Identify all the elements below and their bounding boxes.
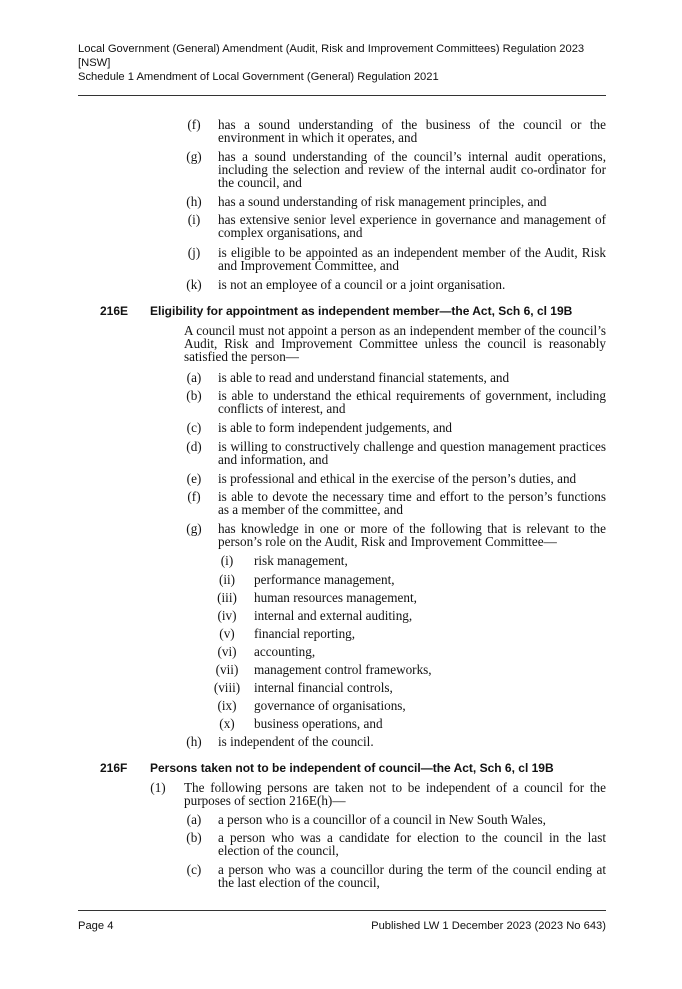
subitem-label: (iii) — [217, 590, 237, 605]
footer-divider — [78, 910, 606, 911]
header-schedule: Schedule 1 Amendment of Local Government (General) Regulation 2021 — [78, 71, 439, 83]
item-label: (f) — [187, 489, 201, 504]
item-text: a person who was a candidate for election to the council in the last election of the council, — [218, 830, 606, 859]
header-title: Local Government (General) Amendment (Audit, Risk and Improvement Committees) Regulation 2023 — [78, 43, 585, 55]
item-text: a person who was a councillor during the term of the council ending at the last election of the council, — [218, 862, 606, 891]
publication-info: Published LW 1 December 2023 (2023 No 643) — [371, 920, 606, 932]
subitem-text: business operations, and — [254, 716, 383, 731]
subitem-text: human resources management, — [254, 590, 417, 605]
item-label: (f) — [187, 117, 201, 132]
item-label: (d) — [186, 439, 202, 454]
subsection-label: (1) — [150, 780, 166, 795]
item-text: is eligible to be appointed as an independent member of the Audit, Risk and Improvement Committee, and — [218, 245, 606, 274]
item-text: has a sound understanding of the council’s internal audit operations, including the selection and review of the internal audit co-ordinator for the council, and — [218, 149, 606, 191]
item-text: is not an employee of a council or a joint organisation. — [218, 277, 506, 292]
subitem-text: financial reporting, — [254, 626, 356, 641]
subitem-label: (iv) — [217, 608, 237, 623]
subitem-text: risk management, — [254, 553, 348, 568]
item-text: is willing to constructively challenge and question management practices and information, and — [218, 439, 606, 468]
section-intro: A council must not appoint a person as an independent member of the council’s Audit, Risk and Improvement Committee unless the council is reasonably satisfied the person— — [184, 323, 606, 365]
item-label: (h) — [186, 734, 202, 749]
subsection-text: The following persons are taken not to be independent of a council for the purposes of section 216E(h)— — [184, 780, 606, 809]
subitem-text: governance of organisations, — [254, 698, 406, 713]
item-label: (k) — [186, 277, 202, 292]
item-label: (a) — [186, 812, 202, 827]
subitem-text: internal financial controls, — [254, 680, 393, 695]
subitem-label: (vi) — [217, 644, 237, 659]
item-label: (j) — [187, 245, 201, 260]
item-text: has extensive senior level experience in governance and management of complex organisations, and — [218, 212, 606, 241]
item-label: (b) — [186, 830, 202, 845]
section-title: Persons taken not to be independent of council—the Act, Sch 6, cl 19B — [150, 761, 554, 775]
subitem-label: (ix) — [217, 698, 237, 713]
item-label: (i) — [187, 212, 201, 227]
item-text: a person who is a councillor of a council in New South Wales, — [218, 812, 546, 827]
item-text: is able to understand the ethical requirements of government, including conflicts of interest, and — [218, 388, 606, 417]
item-text: has knowledge in one or more of the following that is relevant to the person’s role on the Audit, Risk and Improvement Committee— — [218, 521, 606, 550]
page-number: Page 4 — [78, 920, 114, 932]
subitem-text: internal and external auditing, — [254, 608, 413, 623]
subitem-label: (v) — [219, 626, 235, 641]
item-text: is able to devote the necessary time and effort to the person’s functions as a member of the committee, and — [218, 489, 606, 518]
subitem-text: performance management, — [254, 572, 395, 587]
running-header — [78, 42, 606, 84]
item-text: has a sound understanding of the business of the council or the environment in which it operates, and — [218, 117, 606, 146]
header-divider — [78, 95, 606, 96]
subitem-label: (vii) — [215, 662, 239, 677]
item-text: is independent of the council. — [218, 734, 374, 749]
subitem-label: (i) — [220, 553, 234, 568]
item-label: (b) — [186, 388, 202, 403]
item-text: is able to read and understand financial statements, and — [218, 370, 510, 385]
item-label: (c) — [186, 420, 202, 435]
subitem-label: (viii) — [213, 680, 241, 695]
item-label: (a) — [186, 370, 202, 385]
item-label: (g) — [186, 521, 202, 536]
item-label: (g) — [186, 149, 202, 164]
header-jurisdiction: [NSW] — [78, 57, 111, 69]
subitem-text: accounting, — [254, 644, 316, 659]
item-label: (c) — [186, 862, 202, 877]
section-number: 216F — [100, 761, 128, 775]
subitem-label: (ii) — [218, 572, 236, 587]
subitem-text: management control frameworks, — [254, 662, 432, 677]
subitem-label: (x) — [219, 716, 235, 731]
item-label: (h) — [186, 194, 202, 209]
item-label: (e) — [186, 471, 202, 486]
item-text: is professional and ethical in the exercise of the person’s duties, and — [218, 471, 577, 486]
item-text: has a sound understanding of risk management principles, and — [218, 194, 547, 209]
section-number: 216E — [100, 304, 129, 318]
item-text: is able to form independent judgements, and — [218, 420, 453, 435]
section-title: Eligibility for appointment as independent member—the Act, Sch 6, cl 19B — [150, 304, 573, 318]
